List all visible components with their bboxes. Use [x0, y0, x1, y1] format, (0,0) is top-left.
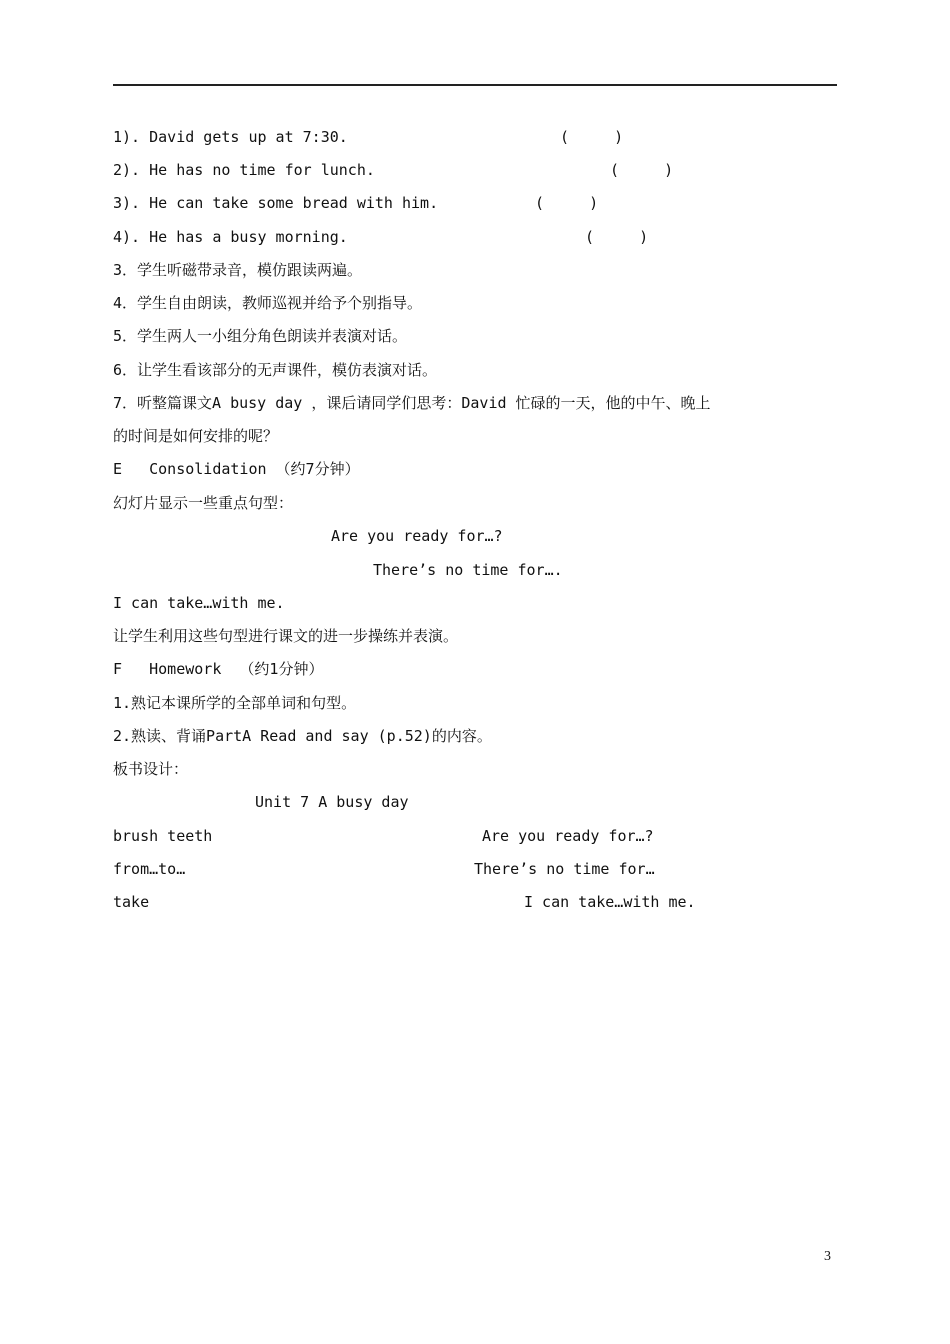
board-left-3: take [113, 893, 150, 911]
pattern-no-time-for: There’s no time for…. [373, 561, 563, 579]
answer-blank-4[interactable]: ( ) [585, 228, 649, 246]
page-number: 3 [824, 1249, 831, 1264]
step-6: 6．让学生看该部分的无声课件，模仿表演对话。 [113, 361, 438, 379]
homework-1: 1.熟记本课所学的全部单词和句型。 [113, 694, 357, 712]
step-3: 3．学生听磁带录音，模仿跟读两遍。 [113, 261, 363, 279]
board-design-label: 板书设计： [113, 760, 189, 778]
header-rule [113, 84, 837, 86]
practice-note: 让学生利用这些句型进行课文的进一步操练并表演。 [113, 627, 459, 645]
board-right-3: I can take…with me. [524, 893, 696, 911]
question-2: 2). He has no time for lunch. [113, 161, 375, 179]
answer-blank-2[interactable]: ( ) [610, 161, 674, 179]
question-1: 1). David gets up at 7:30. [113, 128, 348, 146]
step-4: 4．学生自由朗读，教师巡视并给予个别指导。 [113, 294, 423, 312]
homework-2: 2.熟读、背诵PartA Read and say (p.52)的内容。 [113, 727, 492, 745]
question-3: 3). He can take some bread with him. [113, 194, 439, 212]
section-f-heading: F Homework （约1分钟） [113, 660, 324, 678]
answer-blank-1[interactable]: ( ) [560, 128, 624, 146]
question-4: 4). He has a busy morning. [113, 228, 348, 246]
board-left-1: brush teeth [113, 827, 213, 845]
step-5: 5．学生两人一小组分角色朗读并表演对话。 [113, 327, 408, 345]
board-left-2: from…to… [113, 860, 186, 878]
slide-intro: 幻灯片显示一些重点句型： [113, 494, 294, 512]
pattern-take-with-me: I can take…with me. [113, 594, 285, 612]
board-right-1: Are you ready for…? [482, 827, 654, 845]
pattern-ready-for: Are you ready for…? [331, 527, 503, 545]
board-title: Unit 7 A busy day [255, 793, 409, 811]
section-e-heading: E Consolidation （约7分钟） [113, 460, 360, 478]
board-right-2: There’s no time for… [474, 860, 655, 878]
answer-blank-3[interactable]: ( ) [535, 194, 599, 212]
step-7: 7．听整篇课文A busy day ，课后请同学们思考：David 忙碌的一天，他的中午、晚上 [113, 394, 711, 412]
step-7-continued: 的时间是如何安排的呢？ [113, 427, 279, 445]
